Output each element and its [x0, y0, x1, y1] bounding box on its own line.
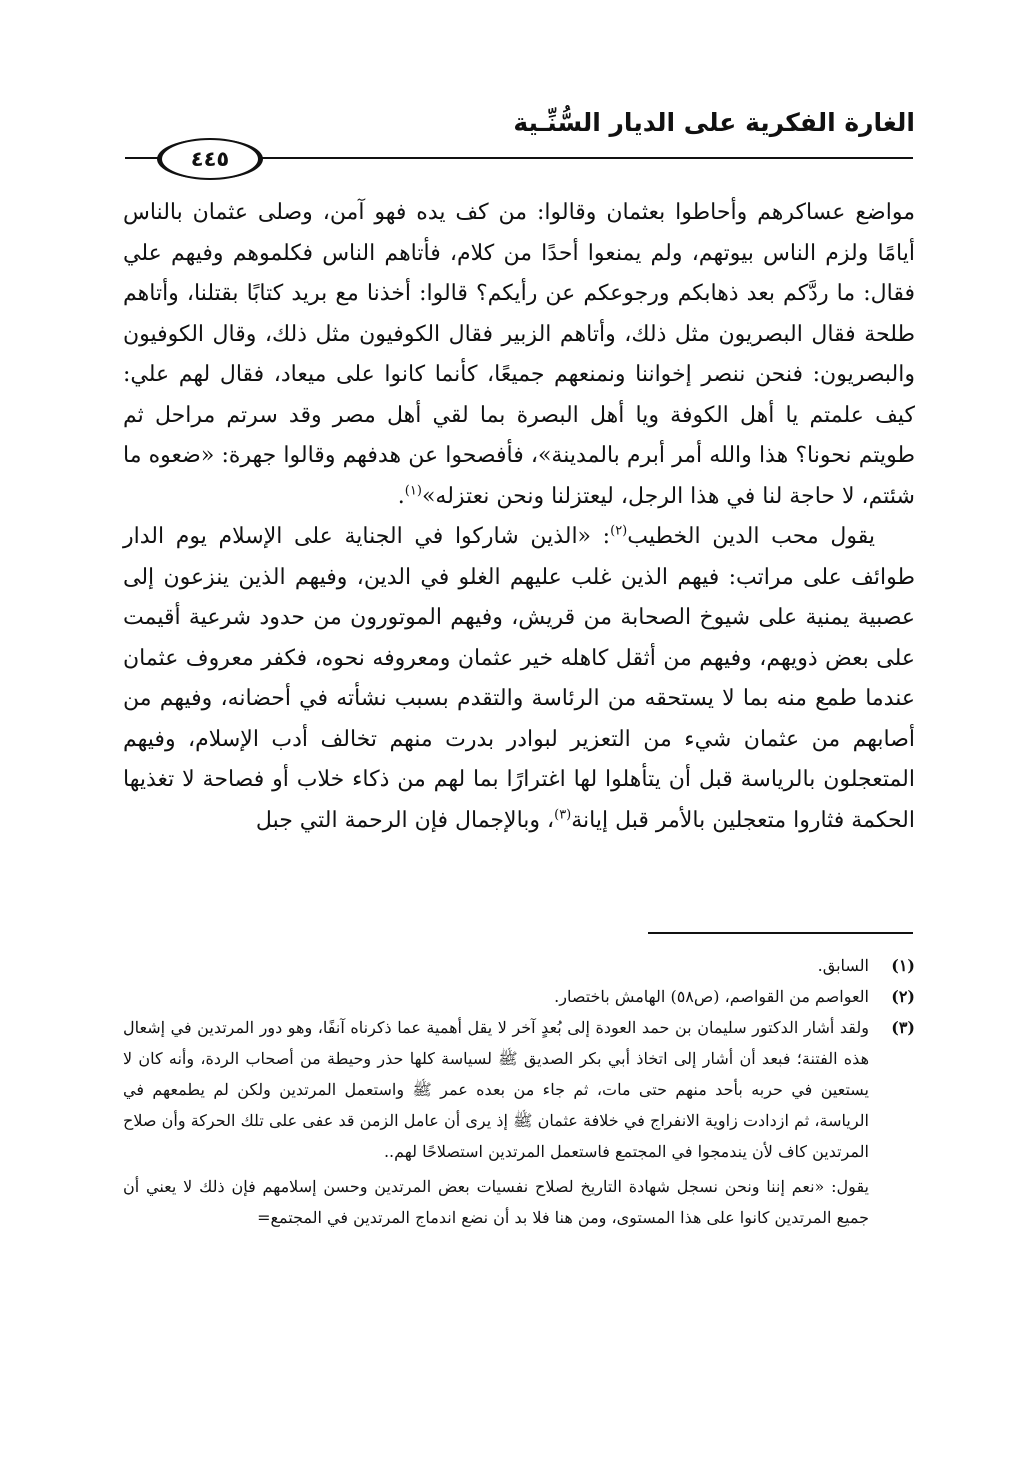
paragraph-1 — [123, 193, 915, 517]
page-number: ٤٤٥ — [190, 147, 230, 171]
footnote-ref-1[interactable]: (١) — [404, 483, 422, 499]
footnote-1 — [123, 950, 915, 981]
footnote-number: (٣) — [891, 1018, 915, 1037]
footnote-text: العواصم من القواصم، (ص٥٨) الهامش باختصار. — [554, 987, 869, 1006]
paragraph-2-mid: : «الذين شاركوا في الجناية على الإسلام يوم الدار طوائف على مراتب: فيهم الذين غلب عليهم الغلو في الدين، وفيهم الذين ينزعون إلى عصبية يمنية على شيوخ الصحابة من قريش، وفيهم الموتورون من حدود شرعية أقيمت على بعض ذويهم، وفيهم من أثقل كاهله خير عثمان ومعروفه نحوه، فكفر معروف عثمان عندما طمع منه بما لا يستحقه من الرئاسة والتقدم بسبب نشأته في أحضانه، وفيهم من أصابهم من عثمان شيء من التعزير لبوادر بدرت منهم تخالف أدب الإسلام، وفيهم المتعجلون بالرياسة قبل أن يتأهلوا لها اغترارًا بما لهم من ذكاء خلاب أو فصاحة لا تغذيها الحكمة فثاروا متعجلين بالأمر قبل إيانة — [123, 524, 915, 833]
footnote-ref-3[interactable]: (٣) — [554, 807, 572, 823]
paragraph-1-end: . — [397, 483, 405, 509]
footnote-continuation: يقول: «نعم إننا ونحن نسجل شهادة التاريخ لصلاح نفسيات بعض المرتدين وحسن إسلامهم فإن ذلك لا يعني أن جميع المرتدين كانوا على هذا المستوى، ومن هنا فلا بد أن نضع اندماج المرتدين في المجتمع= — [123, 1177, 869, 1227]
footnote-ref-2[interactable]: (٢) — [610, 523, 628, 539]
footnote-2 — [123, 981, 915, 1012]
page-number-badge — [160, 138, 260, 180]
footnotes — [123, 950, 915, 1233]
footnote-text: السابق. — [817, 956, 869, 975]
footnote-number: (٢) — [891, 987, 915, 1006]
paragraph-2-start: يقول محب الدين الخطيب — [627, 524, 875, 549]
footnote-number: (١) — [891, 956, 915, 975]
paragraph-1-text: مواضع عساكرهم وأحاطوا بعثمان وقالوا: من كف يده فهو آمن، وصلى عثمان بالناس أيامًا ولزم الناس بيوتهم، ولم يمنعوا أحدًا من كلام، فأتاهم الناس فكلموهم وفيهم علي فقال: ما ردَّكم بعد ذهابكم ورجوعكم عن رأيكم؟ قالوا: أخذنا مع بريد كتابًا بقتلنا، وأتاهم طلحة فقال البصريون مثل ذلك، وأتاهم الزبير فقال الكوفيون مثل ذلك، وقال الكوفيون والبصريون: فنحن ننصر إخواننا ونمنعهم جميعًا، كأنما كانوا على ميعاد، فقال لهم علي: كيف علمتم يا أهل الكوفة ويا أهل البصرة بما لقي أهل مصر وقد سرتم مراحل ثم طويتم نحونا؟ هذا والله أمر أبرم بالمدينة»، فأفصحوا عن هدفهم وقالوا جهرة: «ضعوه ما شئتم، لا حاجة لنا في هذا الرجل، ليعتزلنا ونحن نعتزله» — [123, 200, 915, 509]
footnote-text: ولقد أشار الدكتور سليمان بن حمد العودة إلى بُعدٍ آخر لا يقل أهمية عما ذكرناه آنفًا، وهو دور المرتدين في إشعال هذه الفتنة؛ فبعد أن أشار إلى اتخاذ أبي بكر الصديق ﷺ لسياسة كلها حذر وحيطة من أصحاب الردة، وأنه كان لا يستعين في حربه بأحد منهم حتى مات، ثم جاء من بعده عمر ﷺ واستعمل المرتدين ولكن لم يطمعهم في الرياسة، ثم ازدادت زاوية الانفراج في خلافة عثمان ﷺ إذ يرى أن عامل الزمن قد عفى على تلك الحركة وأن صلاح المرتدين كاف لأن يندمجوا في المجتمع فاستعمل المرتدين استصلاحًا لهم.. — [123, 1018, 870, 1161]
running-title: الغارة الفكرية على الديار السُّنِّـية — [513, 108, 915, 137]
paragraph-2 — [123, 517, 915, 841]
footnote-rule — [648, 932, 913, 934]
main-text — [123, 193, 915, 841]
footnote-3 — [123, 1012, 915, 1167]
paragraph-2-end: ، وبالإجمال فإن الرحمة التي جبل — [255, 807, 555, 833]
